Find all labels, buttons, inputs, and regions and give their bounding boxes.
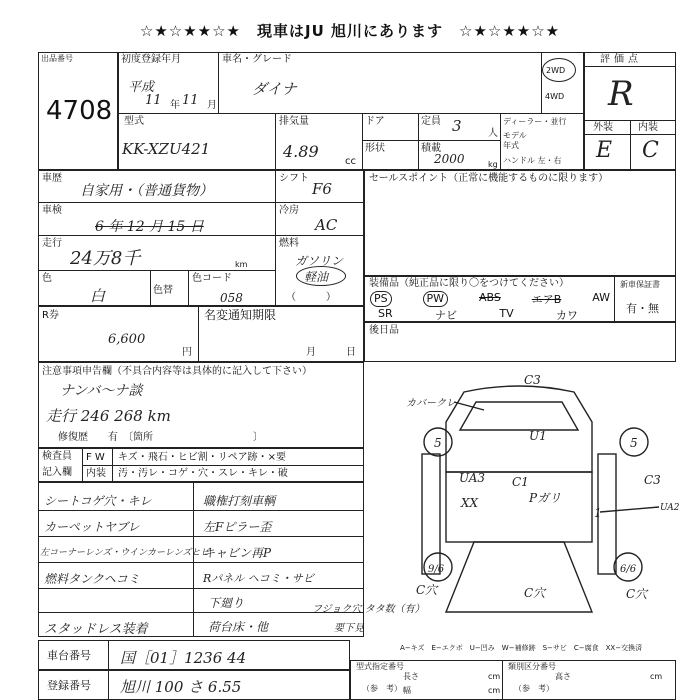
fw-items: キズ・飛石・ヒビ割・リペア跡・×要 <box>118 452 286 463</box>
grade-label: 評価点 <box>600 54 642 65</box>
diag-ua3: UA3 <box>459 471 486 485</box>
fw-label: F W <box>86 452 105 463</box>
history-value: 自家用・（普通貨物） <box>80 183 213 199</box>
displacement-label: 排気量 <box>279 116 309 127</box>
shift-label: シフト <box>279 173 309 184</box>
lot-label: 出品番号 <box>41 54 73 63</box>
entry-label: 記入欄 <box>42 467 72 478</box>
diag-c-ana-1: C穴 <box>416 583 438 597</box>
frame-number-label: 車台番号 <box>47 649 91 662</box>
repair-history: 修復歴 有 〔箇所 〕 <box>58 432 263 443</box>
model-year-label2: 年式 <box>503 141 519 150</box>
model-label: 型式 <box>124 116 144 127</box>
interior-label: 内装 <box>638 122 658 133</box>
load-unit: kg <box>488 160 498 169</box>
diag-6-6: 6/6 <box>620 564 637 575</box>
color-value: 白 <box>90 287 106 305</box>
inspector-label: 検査員 <box>42 451 72 462</box>
cm-unit-1: cm <box>488 672 501 681</box>
comment-left-3: 左コーナーレンズ・ウインカーレンズヒビ <box>40 548 210 558</box>
diag-kabakure: カバークレ <box>406 398 456 409</box>
comment-right-3: キャビン再P <box>203 546 272 560</box>
retrofit-box <box>364 322 676 362</box>
class-ref: （参 考） <box>514 684 554 693</box>
diag-one: 1 <box>594 506 602 520</box>
diag-5-right: 5 <box>630 436 638 450</box>
color-code-label: 色コード <box>192 273 232 284</box>
equip-navi: ナビ <box>435 309 457 322</box>
notes-line2: 走行 246 268 km <box>46 407 171 425</box>
comment-left-6: スタッドレス装着 <box>44 622 148 637</box>
name-change-day: 日 <box>346 347 356 358</box>
warranty-value: 有・無 <box>626 302 659 315</box>
diag-5-left: 5 <box>434 436 442 450</box>
displacement-unit: cc <box>345 156 356 167</box>
fuel-diesel: 軽油 <box>304 270 329 284</box>
model-year-label1: モデル <box>503 131 527 140</box>
diag-u1: U1 <box>529 429 547 443</box>
first-reg-era: 平成 <box>128 80 155 95</box>
comment-left-1: シートコゲ穴・キレ <box>44 494 152 508</box>
equip-aw: AW <box>592 291 610 304</box>
registration-label: 登録番号 <box>47 679 91 692</box>
car-name: ダイナ <box>252 80 297 98</box>
comment-right-5: 下廻り <box>208 596 245 610</box>
equip-sr: SR <box>378 307 393 320</box>
month-unit: 月 <box>207 100 217 111</box>
rear-section <box>446 542 592 612</box>
height-label: 高さ <box>555 672 571 681</box>
diag-9-6: 9/6 <box>428 564 445 575</box>
year-unit: 年 <box>170 100 180 111</box>
comment-left-2: カーペットヤブレ <box>44 520 140 534</box>
windshield <box>460 402 578 430</box>
diag-c3-top: C3 <box>524 373 541 387</box>
capacity-value: 3 <box>452 117 462 135</box>
equip-leather: カワ <box>555 309 578 322</box>
equip-airbag: エアB <box>531 293 562 306</box>
model-value: KK-XZU421 <box>122 140 211 158</box>
exterior-label: 外装 <box>593 122 613 133</box>
displacement-value: 4.89 <box>283 142 319 161</box>
diag-c-ana-3: C穴 <box>626 587 648 601</box>
sales-point-label: セールスポイント（正常に機能するものに限ります） <box>369 173 609 184</box>
exterior-grade: E <box>596 138 613 163</box>
history-label: 車歴 <box>42 173 62 184</box>
recycle-label: R券 <box>42 310 59 321</box>
warranty-label: 新車保証書 <box>620 280 660 289</box>
comment-left-4: 燃料タンクヘコミ <box>44 572 140 586</box>
width-label: 幅 <box>403 686 411 695</box>
fuel-gasoline: ガソリン <box>295 254 344 268</box>
diag-ua2: UA2 <box>660 503 680 513</box>
sales-point-box <box>364 170 676 276</box>
drive-2wd: 2WD <box>546 66 566 75</box>
interior-grade: C <box>642 138 659 163</box>
dealer-label: ディーラー・並行 <box>503 117 567 126</box>
fuji-sub: 要下見 <box>334 623 364 634</box>
comment-right-2: 左Fピラー歪 <box>203 520 272 534</box>
recycle-unit: 円 <box>182 347 192 358</box>
notes-label: 注意事項申告欄（不具合内容等は具体的に記入して下さい） <box>42 366 312 377</box>
capacity-unit: 人 <box>488 128 498 139</box>
spec-number-label: 型式指定番号 <box>356 662 404 671</box>
cab-outline <box>446 386 592 472</box>
color-label: 色 <box>42 273 52 284</box>
drive-4wd: 4WD <box>545 92 565 101</box>
shape-label: 形状 <box>365 143 385 154</box>
length-label: 長さ <box>403 672 419 681</box>
equip-ps: PS <box>370 291 392 307</box>
first-reg-year: 11 <box>145 93 162 108</box>
cm-unit-3: cm <box>650 672 663 681</box>
interior-items: 汚・汚レ・コゲ・穴・スレ・キレ・破 <box>118 468 288 479</box>
shift-value: F6 <box>312 180 332 198</box>
capacity-label: 定員 <box>421 116 441 127</box>
leader-ua2 <box>600 507 659 512</box>
diag-c-ana-2: C穴 <box>524 586 546 600</box>
comment-right-4: Rパネル ヘコミ・サビ <box>203 572 314 585</box>
left-side <box>422 454 440 574</box>
comment-right-1: 職権打刻車輌 <box>203 494 276 508</box>
diag-c1: C1 <box>512 475 529 489</box>
color-tone-label: 色替 <box>153 285 173 296</box>
handle-label: ハンドル 左・右 <box>503 156 562 165</box>
ac-label: 冷房 <box>279 205 299 216</box>
ac-value: AC <box>315 216 338 234</box>
first-reg-month: 11 <box>182 93 199 108</box>
car-name-label: 車名・グレード <box>222 54 292 65</box>
color-code: 058 <box>220 291 243 305</box>
page-title: ☆★☆★★☆★ 現車はJU 旭川にあります ☆★☆★★☆★ <box>139 22 561 40</box>
cm-unit-2: cm <box>488 686 501 695</box>
mileage-unit: km <box>235 260 248 269</box>
equip-pw: PW <box>423 291 449 307</box>
interior-items-label: 内装 <box>86 468 106 479</box>
mileage-value: 24万8千 <box>70 248 141 269</box>
diag-c3-side: C3 <box>644 473 661 487</box>
load-value: 2000 <box>434 152 465 166</box>
load-label: 積載 <box>421 143 441 154</box>
diag-xx: XX <box>461 496 479 510</box>
grade-score: R <box>608 74 634 114</box>
mileage-label: 走行 <box>42 238 62 249</box>
first-reg-label: 初度登録年月 <box>121 54 181 65</box>
comment-right-6: 荷台床・他 <box>208 620 269 634</box>
frame-number-value: 国［01］1236 44 <box>120 649 247 667</box>
leader-kabakure <box>454 402 484 410</box>
equipment-label: 装備品（純正品に限り〇をつけてください） <box>369 278 569 289</box>
equipment-row1 <box>370 291 610 307</box>
equip-tv: TV <box>499 307 514 320</box>
doors-label: ドア <box>365 116 385 127</box>
recycle-value: 6,600 <box>108 332 146 347</box>
name-change-label: 名変通知期限 <box>204 308 277 322</box>
fuji-note: フジョク穴 タタ数（有） <box>312 604 425 615</box>
diag-pgari: Pガリ <box>529 491 562 505</box>
fuel-other: （ ） <box>286 292 336 303</box>
retrofit-label: 後日品 <box>369 325 399 336</box>
lot-number: 4708 <box>46 96 113 126</box>
spec-ref: （参 考） <box>362 684 402 693</box>
name-change-month: 月 <box>306 347 316 358</box>
notes-line1: ナンバ〜ナ談 <box>60 383 143 399</box>
inspection-value: 6 年 12 月 15 日 <box>95 219 204 235</box>
equipment-row2 <box>378 307 578 323</box>
inspection-label: 車検 <box>42 205 62 216</box>
registration-value: 旭川 100 さ 6.55 <box>120 678 242 696</box>
class-number-label: 類別区分番号 <box>508 662 556 671</box>
legend: A−キズ E−エクボ U−凹み W−補修跡 S−サビ C−腐食 XX−交換済 <box>400 644 643 652</box>
equip-abs: ABS <box>478 291 501 304</box>
fuel-label: 燃料 <box>279 238 299 249</box>
